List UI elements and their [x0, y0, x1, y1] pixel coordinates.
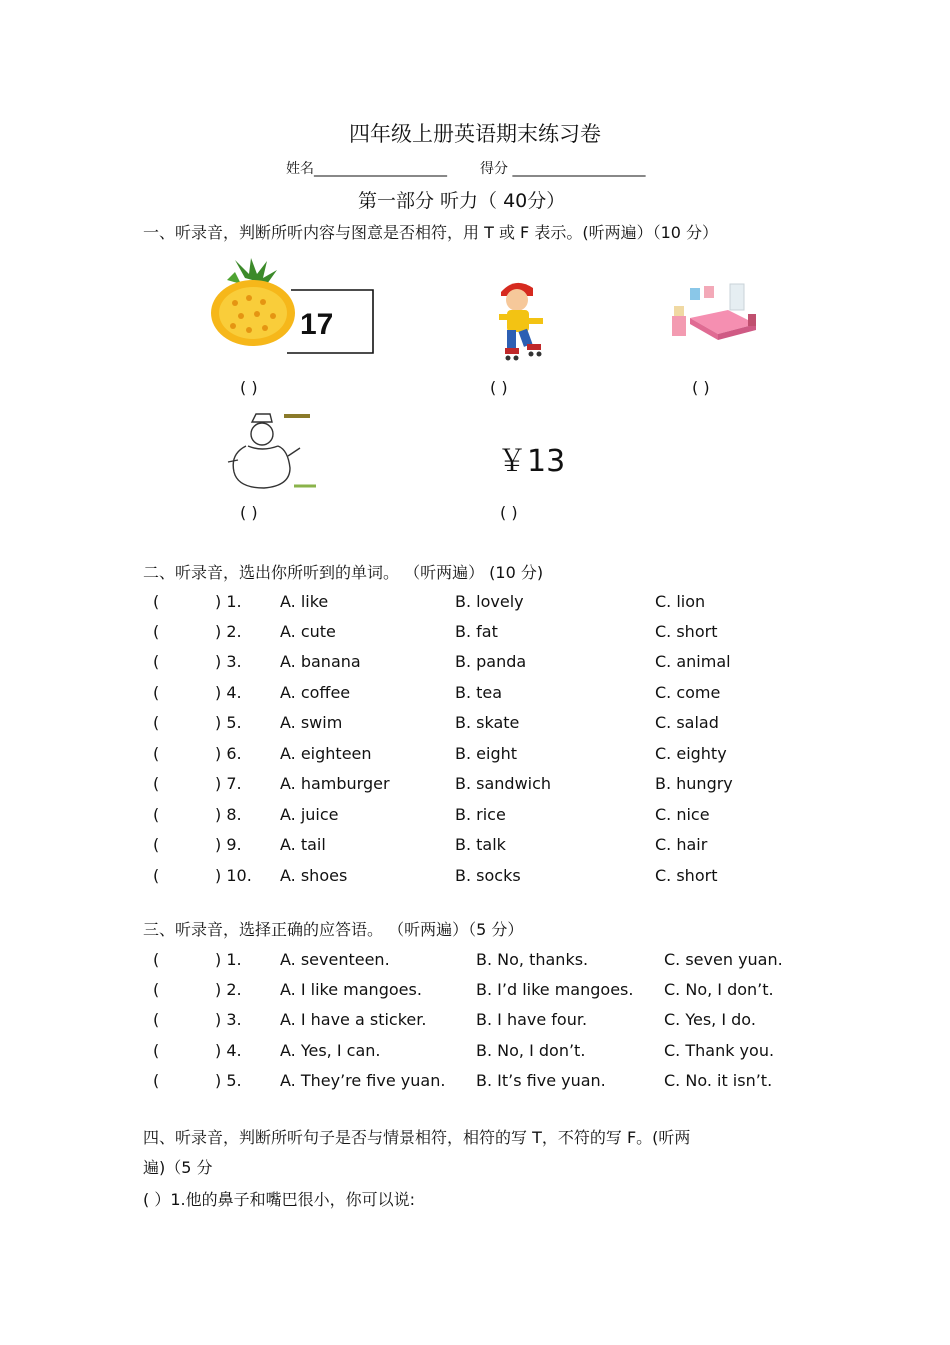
- q2-option-b: B. eight: [455, 744, 518, 763]
- q2-num: ) 9.: [215, 835, 242, 854]
- q2-option-c: C. nice: [655, 805, 710, 824]
- section4-heading-line1: 四、听录音，判断所听句子是否与情景相符，相符的写 T，不符的写 F。(听两: [143, 1128, 691, 1147]
- q2-option-a: A. hamburger: [280, 774, 390, 793]
- q3-num: ) 2.: [215, 980, 242, 999]
- q3-option-a: A. seventeen.: [280, 950, 390, 969]
- bedroom-picture: [668, 282, 763, 346]
- q2-num: ) 1.: [215, 592, 242, 611]
- q2-option-b: B. lovely: [455, 592, 524, 611]
- q3-option-c: C. Yes, I do.: [664, 1010, 756, 1029]
- q3-num: ) 5.: [215, 1071, 242, 1090]
- pineapple-picture: [205, 258, 380, 358]
- q3-option-c: C. No. it isn’t.: [664, 1071, 773, 1090]
- section2-heading: 二、听录音，选出你所听到的单词。 （听两遍） (10 分): [143, 563, 544, 582]
- q2-num: ) 8.: [215, 805, 242, 824]
- q3-option-a: A. I like mangoes.: [280, 980, 422, 999]
- q3-option-c: C. Thank you.: [664, 1041, 775, 1060]
- skater-picture: [493, 278, 553, 364]
- q2-num: ) 6.: [215, 744, 242, 763]
- q2-option-c: C. lion: [655, 592, 706, 611]
- q2-option-c: C. hair: [655, 835, 708, 854]
- part-one-heading: 第一部分 听力（ 40分）: [358, 190, 566, 212]
- q2-option-a: A. coffee: [280, 683, 351, 702]
- q2-option-b: B. panda: [455, 652, 527, 671]
- q3-num: ) 3.: [215, 1010, 242, 1029]
- q2-option-a: A. like: [280, 592, 329, 611]
- q2-open-paren-8: (: [153, 805, 160, 824]
- q2-option-b: B. sandwich: [455, 774, 552, 793]
- q2-option-a: A. tail: [280, 835, 326, 854]
- name-label-text: 姓名: [286, 161, 314, 177]
- q3-open-paren-5: (: [153, 1071, 160, 1090]
- q2-option-a: A. swim: [280, 713, 343, 732]
- q3-option-b: B. No, I don’t.: [476, 1041, 586, 1060]
- snowman-picture: [226, 412, 320, 494]
- pineapple-number: 17: [300, 308, 334, 341]
- section4-item-1: ( ）1.他的鼻子和嘴巴很小，你可以说:: [143, 1190, 415, 1209]
- q3-num: ) 4.: [215, 1041, 242, 1060]
- q2-open-paren-9: (: [153, 835, 160, 854]
- answer-paren-5: ( ): [500, 503, 518, 522]
- q3-option-b: B. I have four.: [476, 1010, 588, 1029]
- q2-option-c: C. come: [655, 683, 721, 702]
- q2-open-paren-1: (: [153, 592, 160, 611]
- q2-option-b: B. tea: [455, 683, 503, 702]
- q3-option-a: A. Yes, I can.: [280, 1041, 381, 1060]
- section4-heading-line2: 遍)（5 分: [143, 1158, 213, 1177]
- score-label: [480, 158, 645, 178]
- q2-num: ) 2.: [215, 622, 242, 641]
- price-label: ￥13: [497, 444, 566, 479]
- q2-option-c: C. salad: [655, 713, 719, 732]
- q2-option-c: C. short: [655, 866, 718, 885]
- q2-option-a: A. juice: [280, 805, 339, 824]
- q2-num: ) 7.: [215, 774, 242, 793]
- q2-num: ) 5.: [215, 713, 242, 732]
- q2-open-paren-2: (: [153, 622, 160, 641]
- score-label-text: 得分: [480, 161, 508, 177]
- q3-option-c: C. No, I don’t.: [664, 980, 774, 999]
- page-title: 四年级上册英语期末练习卷: [349, 122, 601, 146]
- q3-num: ) 1.: [215, 950, 242, 969]
- score-blank: ___________________: [512, 161, 646, 177]
- bedroom-icon: [668, 282, 763, 346]
- q2-option-b: B. fat: [455, 622, 498, 641]
- q2-option-c: C. animal: [655, 652, 731, 671]
- q3-open-paren-2: (: [153, 980, 160, 999]
- q2-open-paren-10: (: [153, 866, 160, 885]
- name-label: [286, 158, 447, 178]
- q2-option-c: B. hungry: [655, 774, 733, 793]
- q2-option-a: A. eighteen: [280, 744, 372, 763]
- q2-option-c: C. eighty: [655, 744, 727, 763]
- q3-option-a: A. I have a sticker.: [280, 1010, 427, 1029]
- q2-option-c: C. short: [655, 622, 718, 641]
- answer-paren-1: ( ): [240, 378, 258, 397]
- q2-option-a: A. shoes: [280, 866, 348, 885]
- q3-option-b: B. I’d like mangoes.: [476, 980, 634, 999]
- answer-paren-2: ( ): [490, 378, 508, 397]
- q2-option-b: B. skate: [455, 713, 520, 732]
- answer-paren-3: ( ): [692, 378, 710, 397]
- q3-option-a: A. They’re five yuan.: [280, 1071, 446, 1090]
- q2-num: ) 10.: [215, 866, 252, 885]
- q3-option-c: C. seven yuan.: [664, 950, 783, 969]
- q2-open-paren-3: (: [153, 652, 160, 671]
- q3-option-b: B. It’s five yuan.: [476, 1071, 606, 1090]
- q2-num: ) 3.: [215, 652, 242, 671]
- q2-open-paren-5: (: [153, 713, 160, 732]
- q3-open-paren-4: (: [153, 1041, 160, 1060]
- q2-open-paren-6: (: [153, 744, 160, 763]
- q2-num: ) 4.: [215, 683, 242, 702]
- q2-option-a: A. cute: [280, 622, 336, 641]
- pineapple-icon: [205, 258, 380, 358]
- q3-open-paren-1: (: [153, 950, 160, 969]
- q3-open-paren-3: (: [153, 1010, 160, 1029]
- section1-heading: 一、听录音，判断所听内容与图意是否相符，用 T 或 F 表示。(听两遍）（10 分）: [143, 223, 719, 242]
- section3-heading: 三、听录音，选择正确的应答语。 （听两遍）（5 分）: [143, 920, 524, 939]
- q2-option-b: B. talk: [455, 835, 506, 854]
- snowman-icon: [226, 412, 320, 494]
- q2-open-paren-4: (: [153, 683, 160, 702]
- name-blank: ___________________: [314, 161, 447, 177]
- q2-option-b: B. socks: [455, 866, 521, 885]
- q2-option-b: B. rice: [455, 805, 506, 824]
- q3-option-b: B. No, thanks.: [476, 950, 589, 969]
- skater-boy-icon: [493, 278, 553, 364]
- answer-paren-4: ( ): [240, 503, 258, 522]
- q2-option-a: A. banana: [280, 652, 361, 671]
- q2-open-paren-7: (: [153, 774, 160, 793]
